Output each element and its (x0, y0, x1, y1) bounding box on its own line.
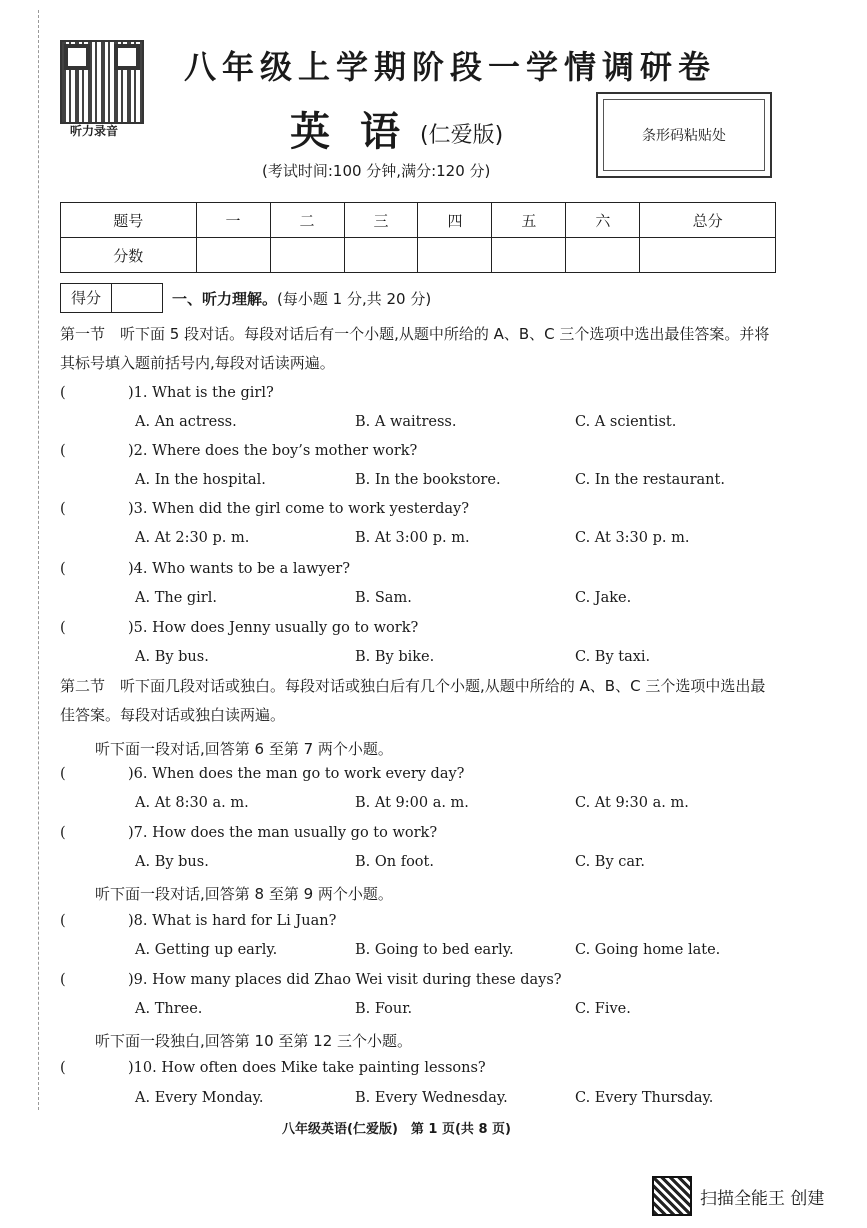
question-text: )9. How many places did Zhao Wei visit during these days? (128, 972, 562, 988)
answer-paren[interactable]: ( (60, 913, 66, 929)
option-c: C. Five. (575, 1001, 631, 1017)
score-input-cell[interactable] (640, 238, 776, 273)
option-c: C. A scientist. (575, 414, 677, 430)
option-c: C. By car. (575, 854, 645, 870)
binding-line (38, 10, 41, 1110)
option-c: C. Jake. (575, 590, 632, 606)
listen-instruction-6-7: 听下面一段对话,回答第 6 至第 7 两个小题。 (95, 740, 393, 758)
question-text: )4. Who wants to be a lawyer? (128, 561, 351, 577)
question-3 (60, 501, 469, 517)
question-text: )7. How does the man usually go to work? (128, 825, 438, 841)
option-b: B. A waitress. (355, 414, 457, 430)
barcode-area (596, 92, 772, 178)
part-heading-note: (每小题 1 分,共 20 分) (277, 290, 432, 308)
listen-instruction-10-12: 听下面一段独白,回答第 10 至第 12 三个小题。 (95, 1032, 413, 1050)
question-text: )6. When does the man go to work every day? (128, 766, 465, 782)
score-table-cell: 分数 (61, 238, 197, 273)
part-heading (172, 288, 431, 309)
option-a: A. By bus. (135, 649, 209, 665)
question-text: )2. Where does the boy’s mother work? (128, 443, 418, 459)
barcode-label: 条形码粘贴处 (603, 99, 765, 171)
option-b: B. Four. (355, 1001, 413, 1017)
answer-paren[interactable]: ( (60, 501, 66, 517)
score-table-cell: 三 (344, 203, 418, 238)
option-a: A. At 2:30 p. m. (135, 530, 250, 546)
question-text: )1. What is the girl? (128, 385, 274, 401)
score-input-cell[interactable] (418, 238, 492, 273)
option-a: A. Getting up early. (135, 942, 278, 958)
score-table-cell: 五 (492, 203, 566, 238)
question-text: )10. How often does Mike take painting lessons? (128, 1060, 486, 1076)
section2-instruction: 第二节 听下面几段对话或独白。每段对话或独白后有几个小题,从题中所给的 A、B、C 三个选项中选出最佳答案。每段对话或独白读两遍。 (60, 677, 766, 724)
option-b: B. Every Wednesday. (355, 1090, 508, 1106)
option-a: A. Three. (135, 1001, 203, 1017)
answer-paren[interactable]: ( (60, 561, 66, 577)
option-a: A. In the hospital. (135, 472, 266, 488)
answer-paren[interactable]: ( (60, 1060, 66, 1076)
option-c: C. In the restaurant. (575, 472, 725, 488)
option-c: C. Going home late. (575, 942, 721, 958)
option-b: B. Sam. (355, 590, 412, 606)
exam-info: (考试时间:100 分钟,满分:120 分) (262, 162, 491, 180)
question-9 (60, 972, 562, 988)
score-table-score-row (61, 238, 776, 273)
answer-paren[interactable]: ( (60, 825, 66, 841)
option-b: B. By bike. (355, 649, 435, 665)
question-8 (60, 913, 336, 929)
score-input-cell[interactable] (344, 238, 418, 273)
question-4 (60, 561, 350, 577)
question-10 (60, 1060, 486, 1076)
option-a: A. The girl. (135, 590, 217, 606)
edition-label: (仁爱版) (420, 123, 504, 148)
score-table-cell: 总分 (640, 203, 776, 238)
listen-instruction-8-9: 听下面一段对话,回答第 8 至第 9 两个小题。 (95, 885, 393, 903)
question-text: )3. When did the girl come to work yesterday? (128, 501, 470, 517)
part-heading-title: 一、听力理解。 (172, 290, 278, 308)
answer-paren[interactable]: ( (60, 443, 66, 459)
subject-title: 英语 (290, 109, 430, 155)
question-1 (60, 385, 274, 401)
score-table-cell: 四 (418, 203, 492, 238)
watermark-text: 扫描全能王 创建 (700, 1188, 825, 1209)
score-input-cell[interactable] (566, 238, 640, 273)
option-b: B. At 9:00 a. m. (355, 795, 469, 811)
option-b: B. At 3:00 p. m. (355, 530, 470, 546)
qr-caption: 听力录音 (70, 124, 119, 138)
option-b: B. On foot. (355, 854, 434, 870)
question-7 (60, 825, 437, 841)
option-c: C. By taxi. (575, 649, 651, 665)
option-c: C. Every Thursday. (575, 1090, 714, 1106)
answer-paren[interactable]: ( (60, 385, 66, 401)
part-score-input[interactable] (112, 284, 162, 312)
qr-code-icon[interactable] (60, 40, 144, 124)
section1-instruction: 第一节 听下面 5 段对话。每段对话后有一个小题,从题中所给的 A、B、C 三个选项中选出最佳答案。并将其标号填入题前括号内,每段对话读两遍。 (60, 325, 770, 372)
question-2 (60, 443, 417, 459)
answer-paren[interactable]: ( (60, 620, 66, 636)
option-a: A. By bus. (135, 854, 209, 870)
option-a: A. An actress. (135, 414, 237, 430)
score-table-cell: 一 (196, 203, 270, 238)
option-b: B. In the bookstore. (355, 472, 501, 488)
page-footer: 八年级英语(仁爱版) 第 1 页(共 8 页) (282, 1122, 511, 1137)
option-c: C. At 9:30 a. m. (575, 795, 689, 811)
score-table-cell: 六 (566, 203, 640, 238)
score-table-cell: 二 (270, 203, 344, 238)
question-5 (60, 620, 418, 636)
option-a: A. Every Monday. (135, 1090, 264, 1106)
score-table (60, 202, 776, 273)
part-score-box (60, 283, 163, 313)
option-a: A. At 8:30 a. m. (135, 795, 249, 811)
scanner-watermark (652, 1176, 824, 1216)
question-6 (60, 766, 464, 782)
watermark-qr-icon (652, 1176, 692, 1216)
option-c: C. At 3:30 p. m. (575, 530, 690, 546)
score-input-cell[interactable] (492, 238, 566, 273)
score-input-cell[interactable] (196, 238, 270, 273)
question-text: )8. What is hard for Li Juan? (128, 913, 337, 929)
score-input-cell[interactable] (270, 238, 344, 273)
answer-paren[interactable]: ( (60, 972, 66, 988)
page-title: 八年级上学期阶段一学情调研卷 (183, 48, 716, 86)
answer-paren[interactable]: ( (60, 766, 66, 782)
score-table-header-row (61, 203, 776, 238)
option-b: B. Going to bed early. (355, 942, 514, 958)
part-score-label: 得分 (61, 284, 112, 312)
score-table-cell: 题号 (61, 203, 197, 238)
question-text: )5. How does Jenny usually go to work? (128, 620, 419, 636)
